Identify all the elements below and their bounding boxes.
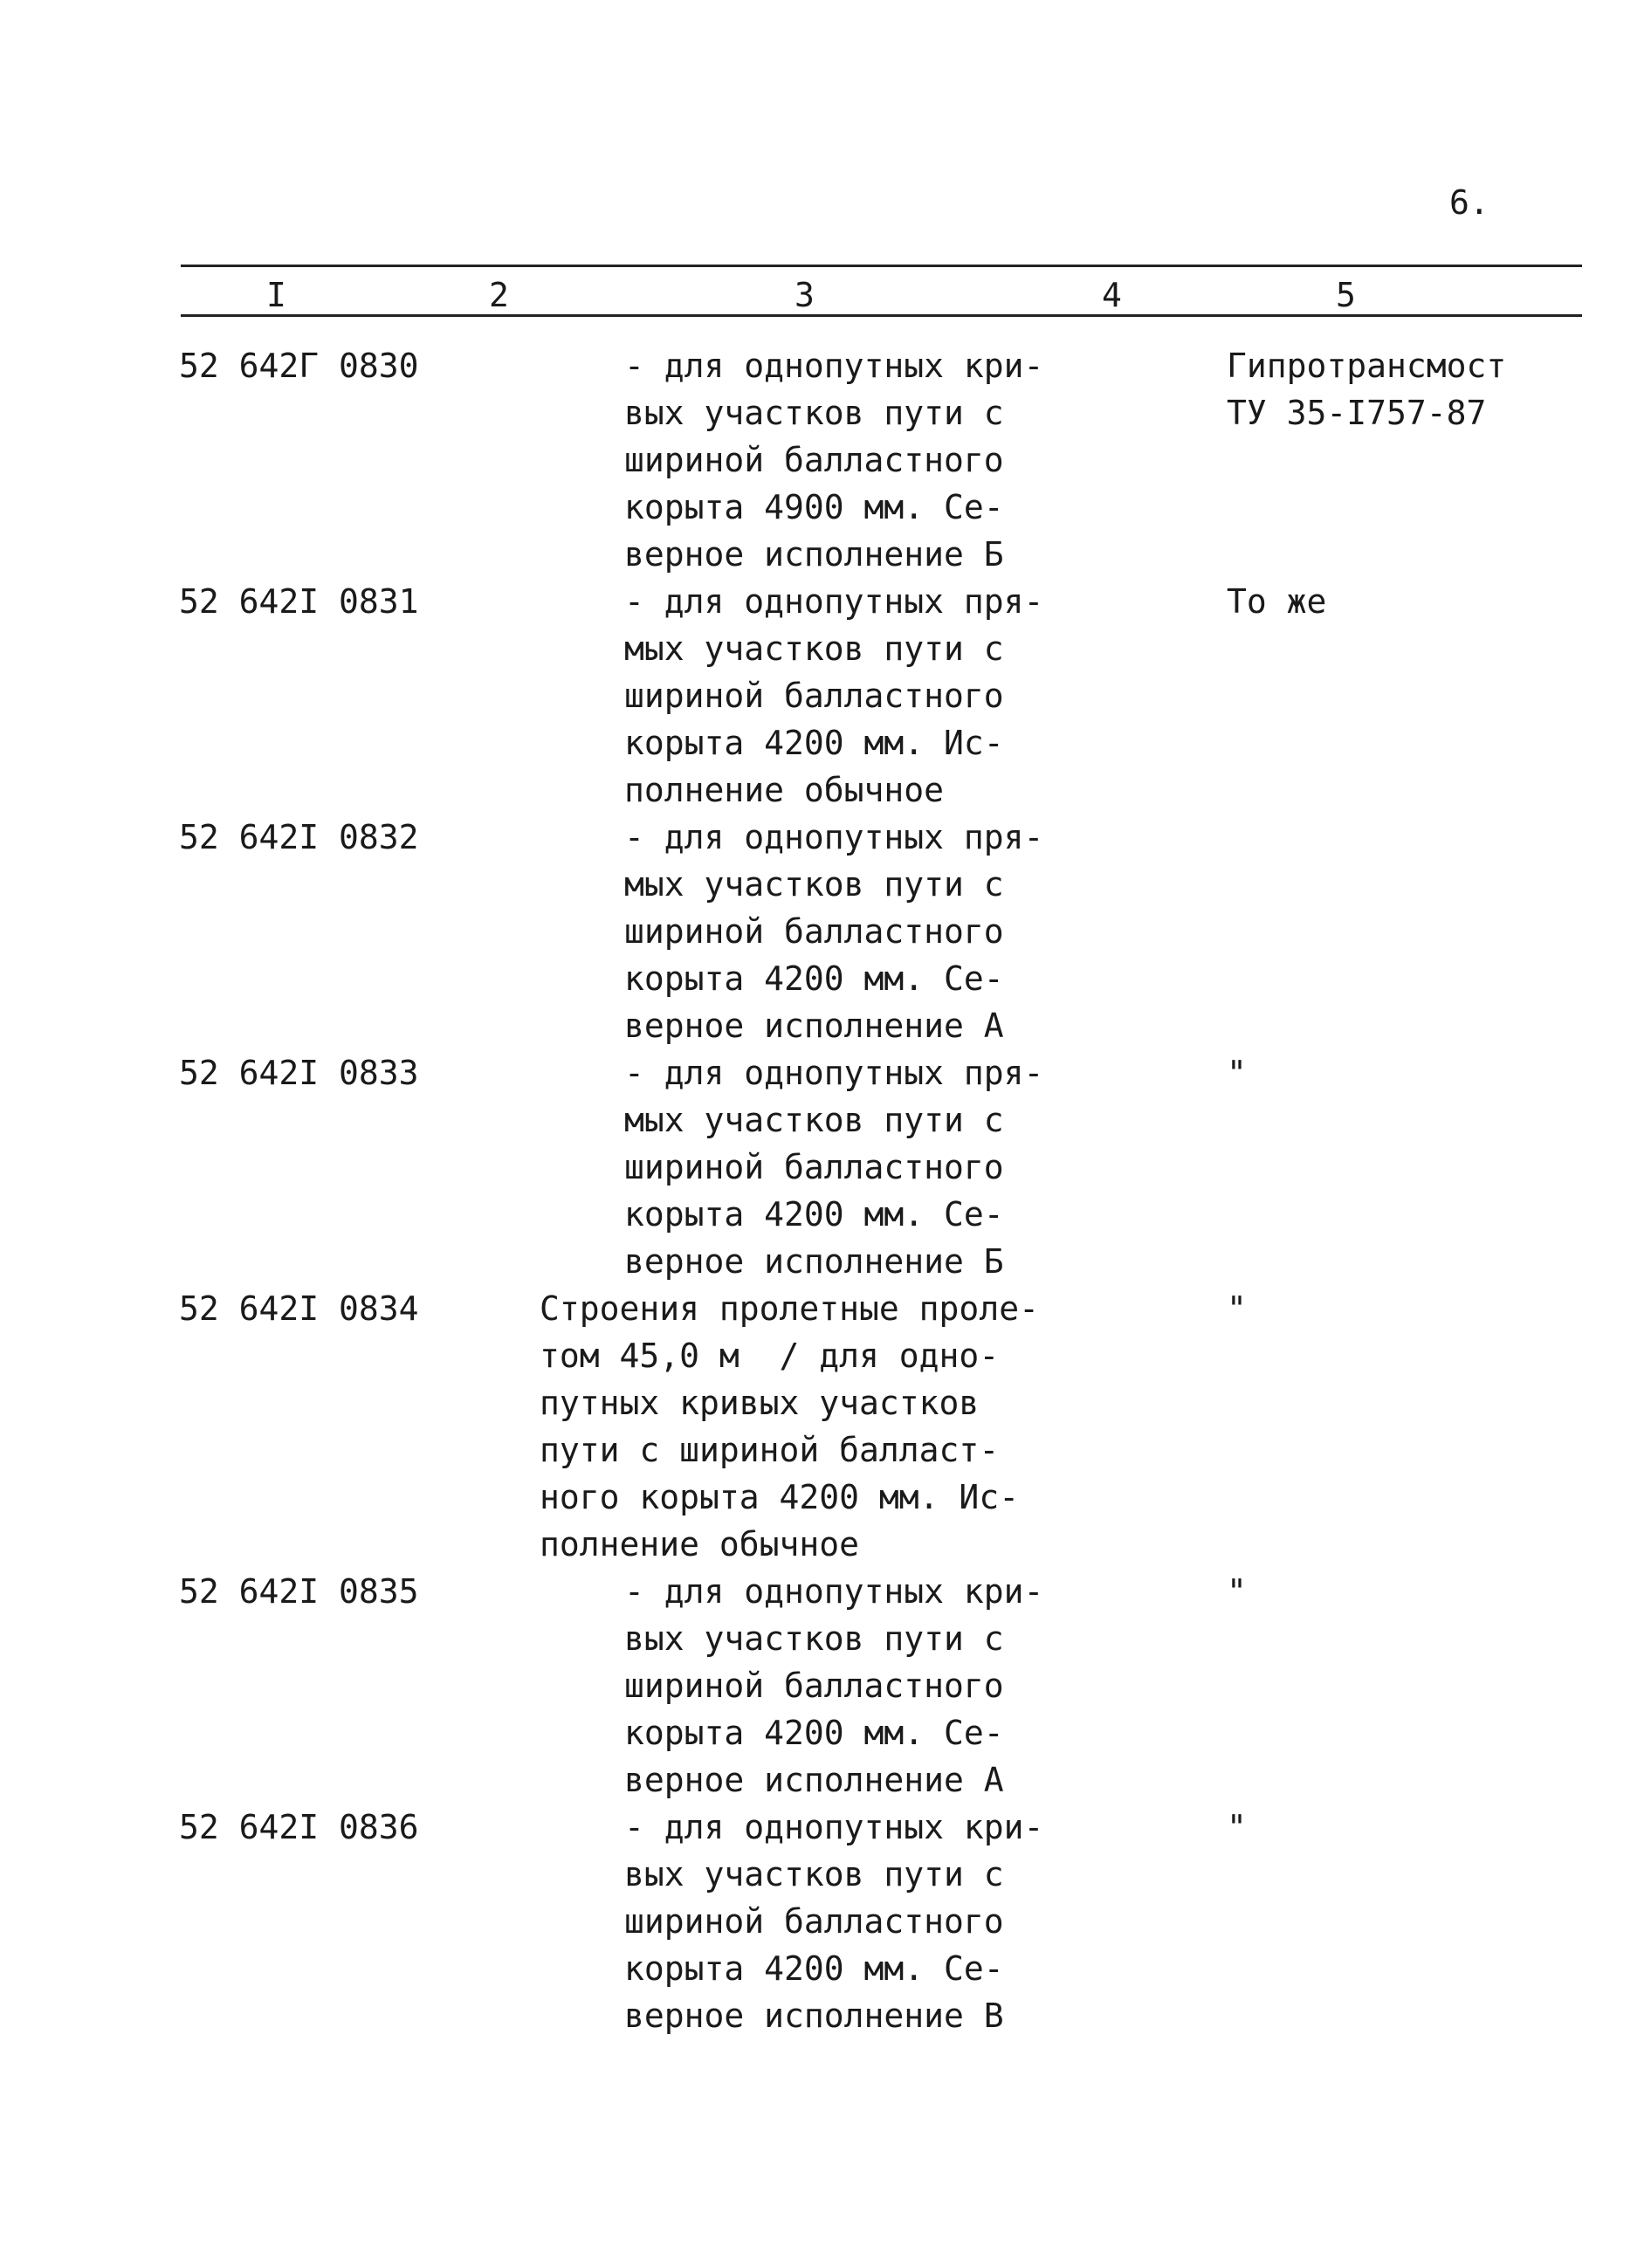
row-description: - для однопутных пря- мых участков пути с шириной балластного корыта 4200 мм. Ис- полнение обычное — [624, 582, 1044, 809]
row-code: 52 642І 0835 — [179, 1572, 419, 1611]
column-header-5: 5 — [1336, 276, 1356, 314]
column-header-3: 3 — [795, 276, 815, 314]
row-description: - для однопутных кри- вых участков пути с шириной балластного корыта 4900 мм. Се- верное исполнение Б — [624, 347, 1044, 574]
column-header-2: 2 — [489, 276, 509, 314]
row-note: То же — [1227, 582, 1327, 621]
row-code: 52 642І 0832 — [179, 818, 419, 856]
column-header-4: 4 — [1102, 276, 1122, 314]
row-description: - для однопутных пря- мых участков пути с шириной балластного корыта 4200 мм. Се- верное исполнение Б — [624, 1054, 1044, 1281]
table-top-rule — [181, 265, 1582, 267]
row-note: Гипротрансмост ТУ 35-І757-87 — [1227, 347, 1507, 432]
row-code: 52 642І 0831 — [179, 582, 419, 621]
row-note: " — [1227, 1572, 1247, 1611]
row-description: - для однопутных пря- мых участков пути с шириной балластного корыта 4200 мм. Се- верное исполнение А — [624, 818, 1044, 1045]
row-code: 52 642І 0833 — [179, 1054, 419, 1092]
row-code: 52 642Г 0830 — [179, 347, 419, 385]
row-description: Строения пролетные проле- том 45,0 м / для одно- путных кривых участков пути с шириной балласт- ного корыта 4200 мм. Ис- полнение обычное — [540, 1289, 1039, 1564]
row-code: 52 642І 0836 — [179, 1808, 419, 1846]
row-note: " — [1227, 1289, 1247, 1328]
table-header-rule — [181, 314, 1582, 317]
row-note: " — [1227, 1808, 1247, 1846]
row-note: " — [1227, 1054, 1247, 1092]
row-description: - для однопутных кри- вых участков пути с шириной балластного корыта 4200 мм. Се- верное исполнение А — [624, 1572, 1044, 1799]
row-code: 52 642І 0834 — [179, 1289, 419, 1328]
row-description: - для однопутных кри- вых участков пути с шириной балластного корыта 4200 мм. Се- верное исполнение В — [624, 1808, 1044, 2035]
column-header-1: I — [266, 276, 286, 314]
page-number: 6. — [1449, 183, 1489, 222]
